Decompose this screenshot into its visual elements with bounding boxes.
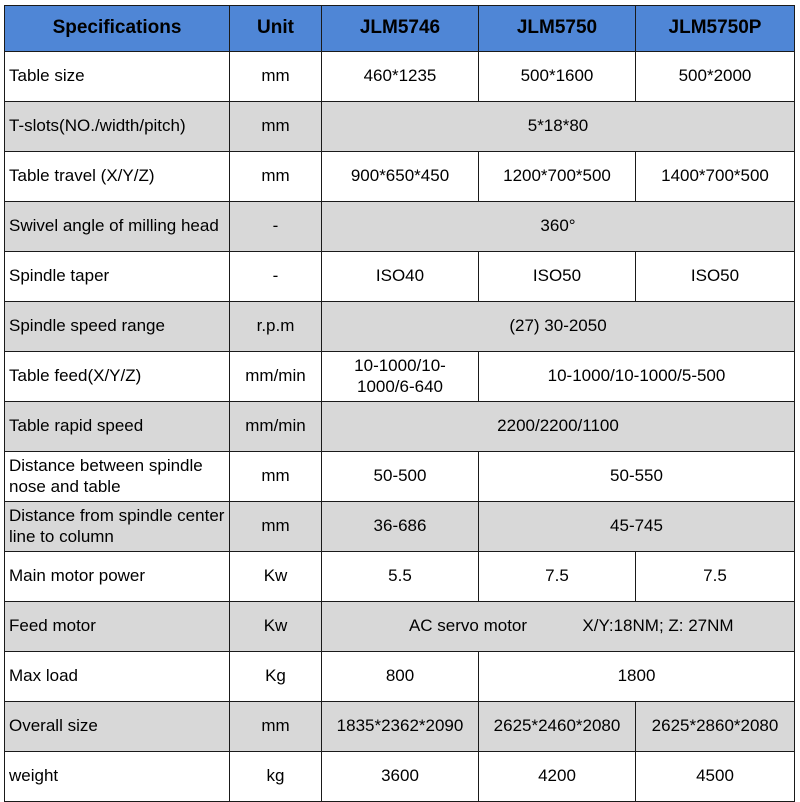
value-jlm5750p: 1400*700*500 — [636, 152, 795, 202]
row-label: Table rapid speed — [5, 402, 230, 452]
row-t-slots — [5, 102, 795, 152]
value-jlm5750-jlm5750p: 50-550 — [479, 452, 795, 502]
row-label: T-slots(NO./width/pitch) — [5, 102, 230, 152]
value-jlm5746: 10-1000/10-1000/6-640 — [322, 352, 479, 402]
value-jlm5746: 3600 — [322, 752, 479, 802]
row-unit: mm — [230, 502, 322, 552]
row-unit: mm/min — [230, 402, 322, 452]
row-rapid-speed — [5, 402, 795, 452]
row-unit: kg — [230, 752, 322, 802]
row-spindle-speed — [5, 302, 795, 352]
row-label: Distance between spindle nose and table — [5, 452, 230, 502]
row-table-travel — [5, 152, 795, 202]
row-unit: - — [230, 202, 322, 252]
value-jlm5750p: 2625*2860*2080 — [636, 702, 795, 752]
row-max-load — [5, 652, 795, 702]
value-all-models: 5*18*80 — [322, 102, 795, 152]
header-model-jlm5746: JLM5746 — [322, 6, 479, 52]
row-swivel-angle — [5, 202, 795, 252]
header-model-jlm5750p: JLM5750P — [636, 6, 795, 52]
value-all-models: (27) 30-2050 — [322, 302, 795, 352]
value-all-models: 360° — [322, 202, 795, 252]
row-table-size — [5, 52, 795, 102]
row-table-feed — [5, 352, 795, 402]
row-label: Distance from spindle center line to column — [5, 502, 230, 552]
row-weight — [5, 752, 795, 802]
row-label: Main motor power — [5, 552, 230, 602]
row-unit: - — [230, 252, 322, 302]
row-label: Max load — [5, 652, 230, 702]
row-unit: mm — [230, 102, 322, 152]
row-unit: mm — [230, 152, 322, 202]
row-center-line — [5, 502, 795, 552]
row-label: Spindle taper — [5, 252, 230, 302]
row-feed-motor — [5, 602, 795, 652]
row-unit: mm/min — [230, 352, 322, 402]
feed-motor-torque: X/Y:18NM; Z: 27NM — [582, 616, 734, 636]
header-model-jlm5750: JLM5750 — [479, 6, 636, 52]
value-jlm5750-jlm5750p: 45-745 — [479, 502, 795, 552]
row-unit: mm — [230, 52, 322, 102]
row-label: Swivel angle of milling head — [5, 202, 230, 252]
value-jlm5750: 1200*700*500 — [479, 152, 636, 202]
row-overall-size — [5, 702, 795, 752]
value-all-models: 2200/2200/1100 — [322, 402, 795, 452]
row-label: Overall size — [5, 702, 230, 752]
row-label: Table feed(X/Y/Z) — [5, 352, 230, 402]
row-label: Table size — [5, 52, 230, 102]
value-all-models — [322, 602, 795, 652]
value-jlm5750p: 500*2000 — [636, 52, 795, 102]
row-label: Table travel (X/Y/Z) — [5, 152, 230, 202]
row-label: weight — [5, 752, 230, 802]
value-jlm5750: ISO50 — [479, 252, 636, 302]
row-main-motor — [5, 552, 795, 602]
row-unit: Kg — [230, 652, 322, 702]
row-unit: mm — [230, 452, 322, 502]
header-specifications: Specifications — [5, 6, 230, 52]
row-unit: Kw — [230, 552, 322, 602]
value-jlm5750: 7.5 — [479, 552, 636, 602]
spec-table — [4, 5, 795, 802]
value-jlm5750-jlm5750p: 10-1000/10-1000/5-500 — [479, 352, 795, 402]
row-spindle-taper — [5, 252, 795, 302]
row-unit: mm — [230, 702, 322, 752]
value-jlm5750-jlm5750p: 1800 — [479, 652, 795, 702]
value-jlm5750: 4200 — [479, 752, 636, 802]
row-spindle-nose — [5, 452, 795, 502]
value-jlm5746: 50-500 — [322, 452, 479, 502]
value-jlm5746: 800 — [322, 652, 479, 702]
value-jlm5750: 500*1600 — [479, 52, 636, 102]
header-unit: Unit — [230, 6, 322, 52]
value-jlm5750p: 4500 — [636, 752, 795, 802]
row-unit: r.p.m — [230, 302, 322, 352]
row-label: Spindle speed range — [5, 302, 230, 352]
value-jlm5750p: 7.5 — [636, 552, 795, 602]
value-jlm5750: 2625*2460*2080 — [479, 702, 636, 752]
row-unit: Kw — [230, 602, 322, 652]
value-jlm5750p: ISO50 — [636, 252, 795, 302]
value-jlm5746: 900*650*450 — [322, 152, 479, 202]
header-row — [5, 6, 795, 52]
value-jlm5746: 5.5 — [322, 552, 479, 602]
value-jlm5746: 460*1235 — [322, 52, 479, 102]
value-jlm5746: 1835*2362*2090 — [322, 702, 479, 752]
feed-motor-type: AC servo motor — [408, 616, 528, 636]
row-label: Feed motor — [5, 602, 230, 652]
value-jlm5746: ISO40 — [322, 252, 479, 302]
value-jlm5746: 36-686 — [322, 502, 479, 552]
